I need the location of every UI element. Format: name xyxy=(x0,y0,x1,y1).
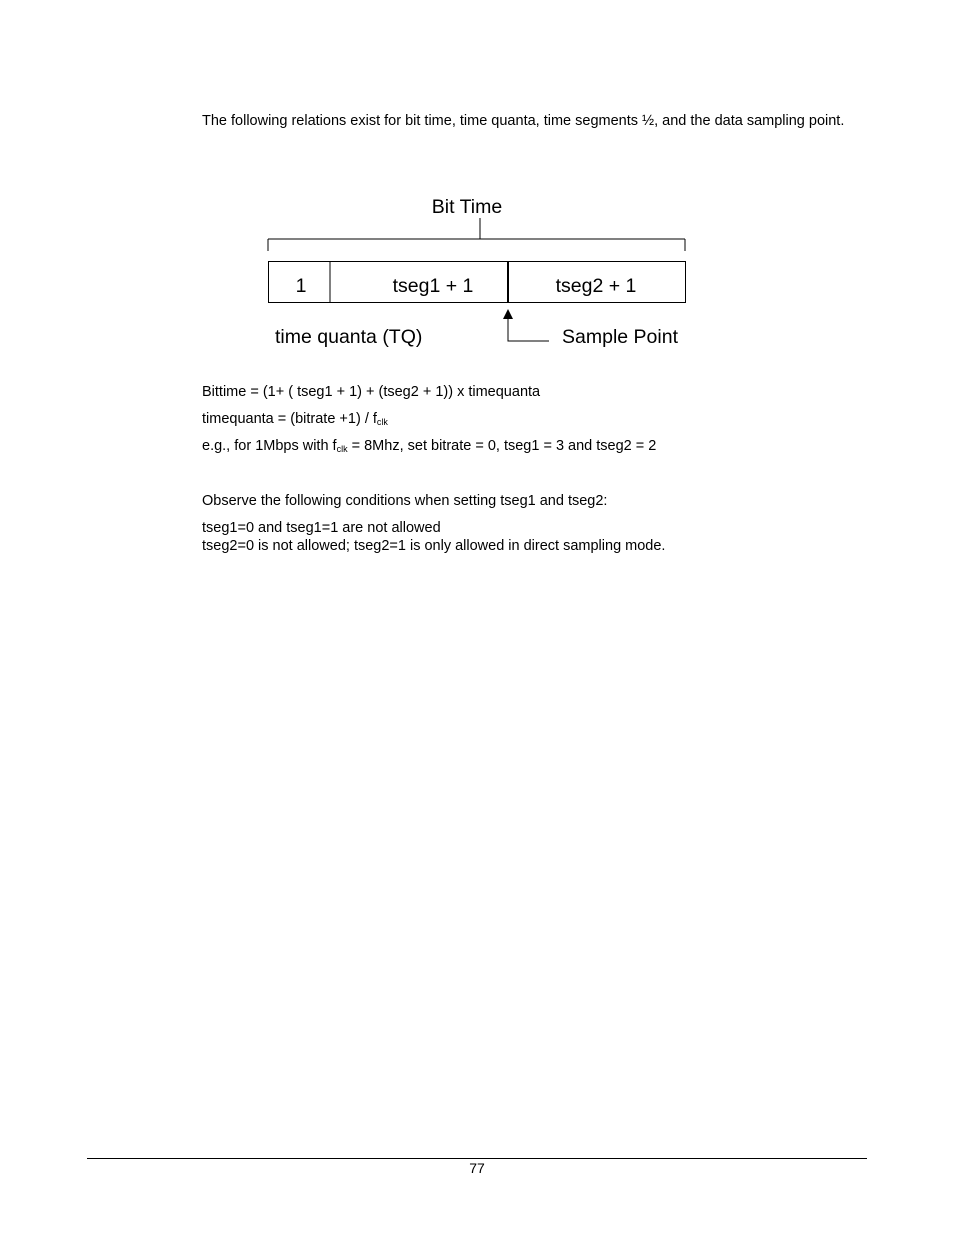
bit-time-bracket xyxy=(268,218,685,251)
bit-time-label: Bit Time xyxy=(431,196,503,218)
condition-item: tseg2=0 is not allowed; tseg2=1 is only allowed in direct sampling mode. xyxy=(202,538,666,554)
footer-rule xyxy=(87,1158,867,1159)
conditions-heading: Observe the following conditions when setting tseg1 and tseg2: xyxy=(202,493,608,509)
segment-tseg1: tseg1 + 1 xyxy=(392,275,474,297)
intro-paragraph: The following relations exist for bit time, time quanta, time segments ½, and the data sampling point. xyxy=(202,113,845,129)
sample-point-label: Sample Point xyxy=(562,326,678,348)
bittime-formula: Bittime = (1+ ( tseg1 + 1) + (tseg2 + 1)) x timequanta xyxy=(202,384,541,400)
condition-item: tseg1=0 and tseg1=1 are not allowed xyxy=(202,520,441,536)
page-number: 77 xyxy=(469,1160,485,1176)
bit-time-diagram xyxy=(0,0,954,380)
clk-subscript: clk xyxy=(336,444,348,454)
time-quanta-label: time quanta (TQ) xyxy=(275,326,423,348)
segment-sync: 1 xyxy=(295,275,307,297)
sample-point-arrow-icon xyxy=(503,309,513,319)
timequanta-formula: timequanta = (bitrate $+1) / f_{clk}$ xyxy=(202,411,388,427)
clk-subscript: clk xyxy=(376,417,388,427)
example-formula: e.g., for 1Mbps with $f_{clk} = 8Mhz$, set bitrate = 0, tseg1 = 3 and tseg2 = 2 xyxy=(202,438,657,454)
sample-point-leader xyxy=(508,318,549,341)
segment-tseg2: tseg2 + 1 xyxy=(555,275,637,297)
